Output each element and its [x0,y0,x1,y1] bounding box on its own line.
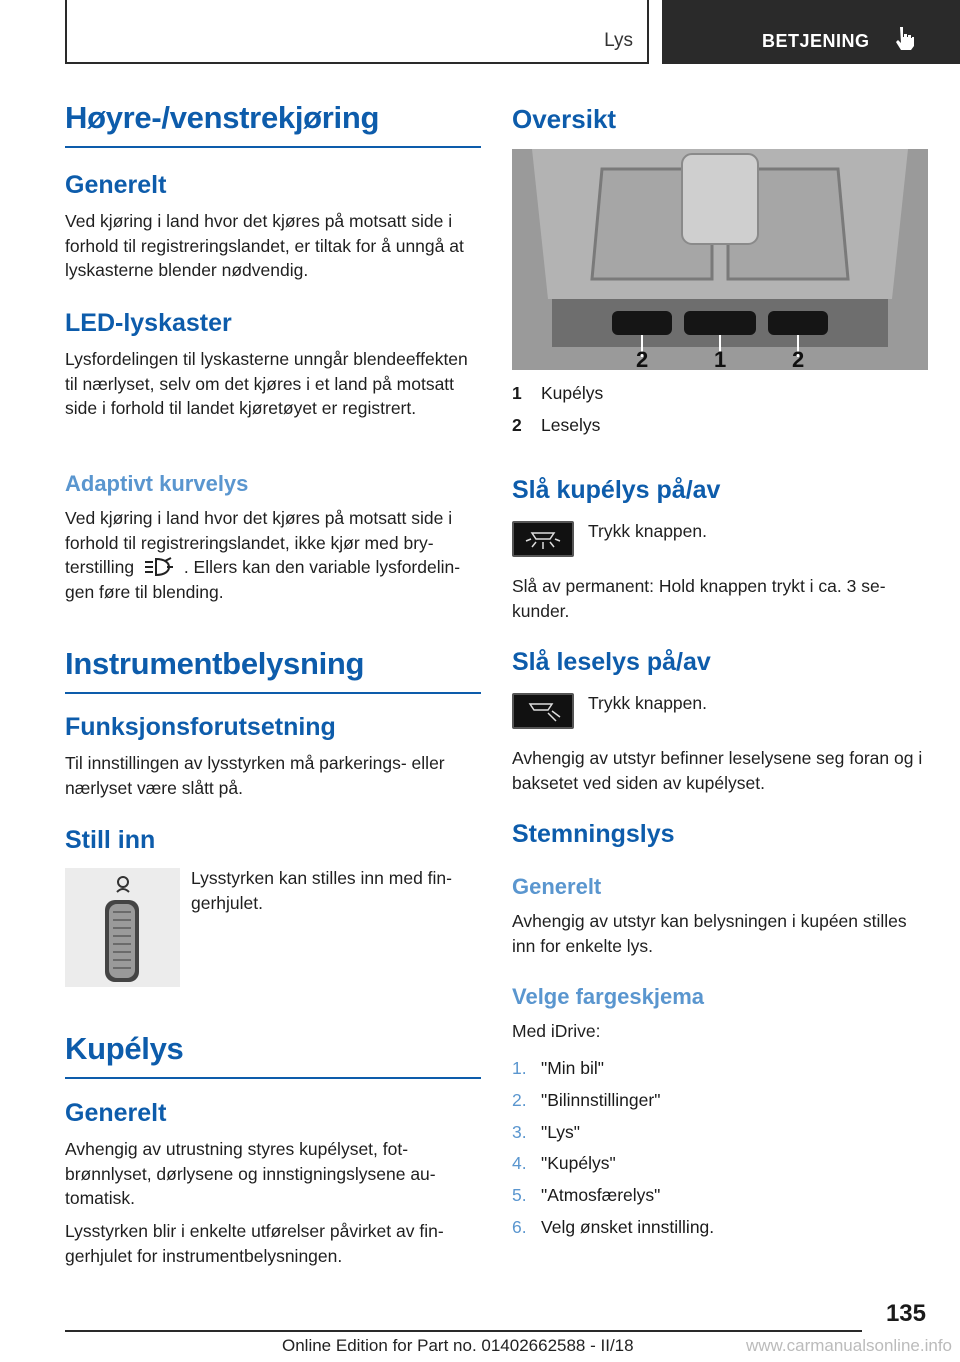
kupe-section [65,1031,481,1079]
text-lese: Avhengig av utstyr befinner leselysene seg foran og i baksetet ved siden av kupélyset. [512,748,923,793]
interior-light-button-icon [512,521,574,557]
heading-lese-onoff: Slå leselys på/av [512,648,711,676]
text-press-button-2: Trykk knappen. [588,693,707,713]
footer-watermark: www.carmanualsonline.info [746,1336,952,1355]
step-number: 1. [512,1058,527,1078]
legend-item [512,415,928,439]
header-section-box [662,0,960,64]
text-funksjon: Til innstillingen av lysstyrken må parkerings- eller nærlyset være slått på. [65,753,445,798]
text-stemning-generelt: Avhengig av utstyr kan belysningen i kupéen stilles inn for enkelte lys. [512,911,907,956]
heading-instrument: Instrumentbelysning [65,646,481,694]
heading-kupe-onoff: Slå kupélys på/av [512,476,721,504]
heading-stemning: Stemningslys [512,820,675,848]
heading-led: LED-lyskaster [65,309,232,337]
heading-generelt: Generelt [65,171,167,199]
step-number: 2. [512,1089,527,1110]
step-item [512,1153,928,1185]
text-kupe-permanent: Slå av permanent: Hold knappen trykt i ca. 3 sekunder. [512,576,886,621]
legend-text: Leselys [541,415,601,435]
legend-item [512,383,928,407]
step-item [512,1122,928,1154]
text-kupe-generelt-2: Lysstyrken blir i enkelte utførelser påvirket av fingerhjulet for instrumentbelysningen. [65,1221,444,1266]
photo-label-left: 2 [636,347,649,370]
text-adaptive-a: Ved kjøring i land hvor det kjøres på motsatt side i forhold til registreringslandet, ikke kjør med bryterstilling [65,508,453,577]
text-adaptive-b: . Ellers kan den variable lysfordelingen føre til blending. [65,557,461,602]
step-text: "Atmosfærelys" [541,1185,661,1206]
reading-light-button-icon [512,693,574,729]
heading-driving-side: Høyre-/venstrekjøring [65,100,481,148]
step-number: 4. [512,1153,527,1174]
step-item [512,1058,928,1090]
legend-text: Kupélys [541,383,604,403]
header-chapter-box [65,0,649,64]
photo-label-right: 2 [792,347,805,370]
legend-number: 1 [512,383,522,403]
legend-number: 2 [512,415,522,435]
footer-divider [65,1330,862,1332]
steps-list [512,1058,928,1249]
step-number: 5. [512,1185,527,1206]
heading-oversikt: Oversikt [512,104,617,134]
header-section: BETJENING [762,31,870,51]
heading-adaptive: Adaptivt kurvelys [65,471,249,496]
heading-farge: Velge fargeskjema [512,984,705,1009]
text-still-inn: Lysstyrken kan stilles inn med fingerhjulet. [191,868,452,913]
step-item [512,1185,928,1217]
step-item [512,1090,928,1122]
step-text: "Lys" [541,1121,581,1142]
overhead-console-photo [512,149,928,370]
finger-wheel-image [65,868,180,987]
heading-still-inn: Still inn [65,826,156,854]
heading-kupe-generelt: Generelt [65,1099,167,1127]
step-item [512,1217,928,1249]
step-text: "Min bil" [541,1058,604,1078]
text-adaptive [65,506,481,604]
heading-kupelys: Kupélys [65,1031,481,1079]
footer-edition: Online Edition for Part no. 01402662588 - II/18 [282,1336,634,1355]
step-number: 3. [512,1121,527,1142]
text-kupe-generelt-1: Avhengig av utrustning styres kupélyset, fotbrønnlyset, dørlysene og innstigningslysene automatisk. [65,1139,436,1208]
page-number: 135 [885,1300,926,1327]
text-generelt: Ved kjøring i land hvor det kjøres på motsatt side i forhold til registreringslandet, er tiltak for å unngå at lyskasterne blender nødvendig. [65,211,464,280]
hand-pointer-icon [894,26,914,55]
heading-stemning-generelt: Generelt [512,874,602,899]
step-text: "Bilinnstillinger" [541,1089,661,1110]
text-idrive: Med iDrive: [512,1021,601,1041]
step-number: 6. [512,1216,527,1237]
step-text: Velg ønsket innstilling. [541,1216,715,1237]
photo-legend [512,383,928,443]
photo-label-center: 1 [714,347,727,370]
heading-funksjon: Funksjonsforutsetning [65,713,336,741]
left-column [65,100,481,148]
step-text: "Kupélys" [541,1153,616,1174]
instrument-section [65,646,481,694]
text-press-button-1: Trykk knappen. [588,521,707,541]
adaptive-light-icon [143,557,175,577]
text-led: Lysfordelingen til lyskasterne unngår blendeeffekten til nærlyset, selv om det kjøres i et land på motsatt side i forhold til landet kjøretøyet er registrert. [65,349,468,418]
header-chapter: Lys [604,30,633,51]
